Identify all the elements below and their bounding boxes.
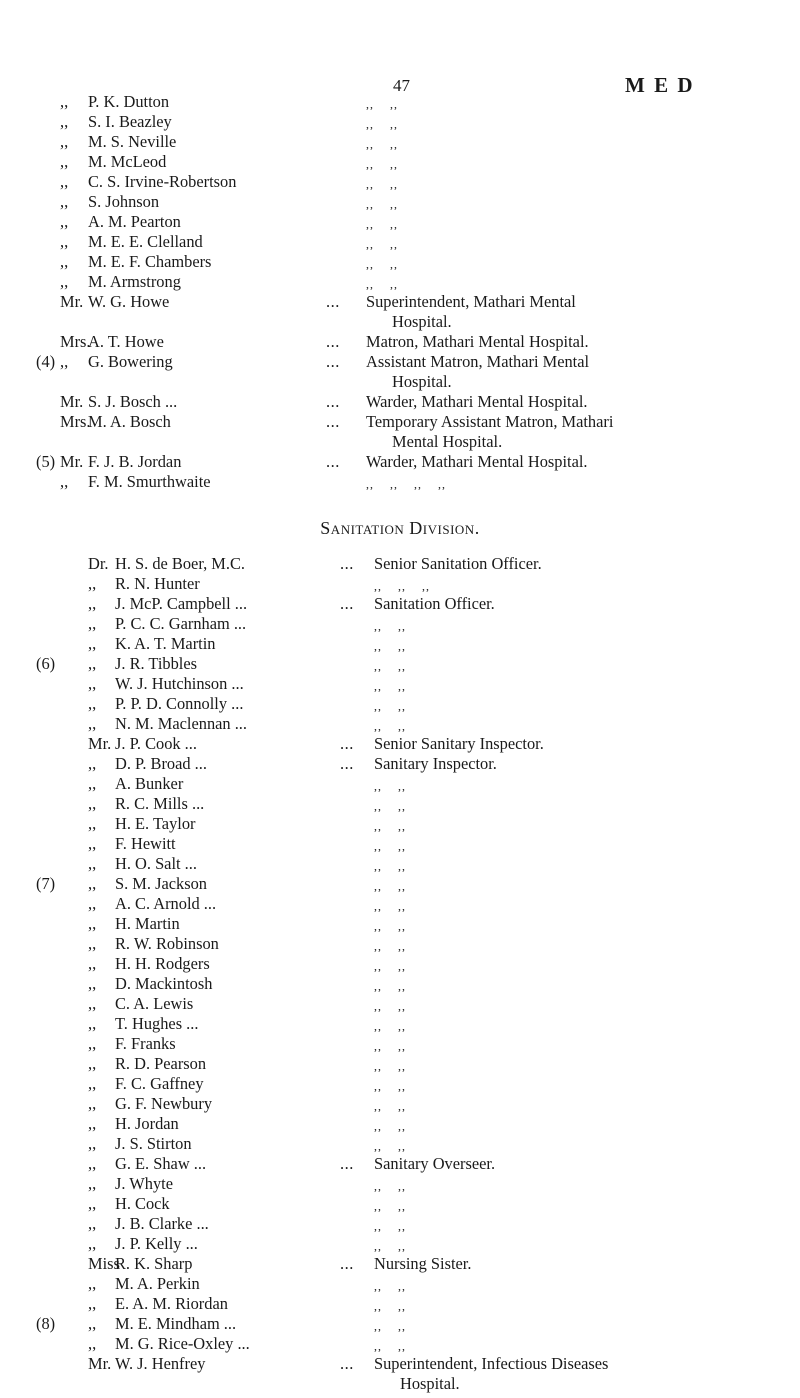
staff-row [0,894,800,914]
staff-name: C. S. Irvine-Robertson [88,172,237,191]
staff-name: R. W. Robinson [115,934,219,953]
row-number: (6) [36,654,56,673]
honorific: ,, [88,814,97,833]
staff-row [0,212,800,232]
staff-name: J. P. Cook ... [115,734,197,753]
staff-name: M. E. F. Chambers [88,252,212,271]
leader-dots: ... [326,332,340,351]
staff-row [0,1354,800,1374]
honorific: ,, [88,694,97,713]
position-continuation: Mental Hospital. [392,432,503,451]
staff-row [0,352,800,372]
honorific: ,, [88,574,97,593]
staff-row [0,232,800,252]
position-title: ,, ,, [366,117,398,131]
honorific: ,, [88,914,97,933]
honorific: ,, [88,994,97,1013]
honorific: ,, [88,1114,97,1133]
position-title: ,, ,, [374,1299,406,1313]
row-number: (8) [36,1314,56,1333]
leader-dots: ... [340,734,354,753]
position-title: ,, ,, [374,619,406,633]
honorific: ,, [88,1174,97,1193]
staff-row [0,92,800,112]
staff-name: J. Whyte [115,1174,173,1193]
staff-row [0,332,800,352]
staff-row [0,1094,800,1114]
staff-row [0,132,800,152]
page-number: 47 [393,76,410,95]
honorific: ,, [60,172,69,191]
staff-row [0,152,800,172]
staff-name: A. Bunker [115,774,184,793]
staff-name: P. K. Dutton [88,92,170,111]
staff-name: R. K. Sharp [115,1254,193,1273]
staff-name: M. S. Neville [88,132,177,151]
honorific: ,, [88,1074,97,1093]
staff-name: M. Armstrong [88,272,181,291]
staff-name: N. M. Maclennan ... [115,714,248,733]
staff-row [0,694,800,714]
honorific: ,, [88,1334,97,1353]
staff-row [0,1234,800,1254]
staff-row [0,1054,800,1074]
staff-name: M. E. E. Clelland [88,232,203,251]
staff-row-continuation [0,372,800,392]
row-number: (4) [36,352,56,371]
position-title: ,, ,, [366,157,398,171]
staff-name: H. Cock [115,1194,170,1213]
staff-row [0,412,800,432]
section-tag: M E D [625,73,695,97]
staff-name: A. C. Arnold ... [115,894,217,913]
honorific: ,, [88,1134,97,1153]
position-title: ,, ,, [374,979,406,993]
staff-name: F. Hewitt [115,834,176,853]
staff-row [0,954,800,974]
staff-name: S. Johnson [88,192,160,211]
position-title: ,, ,, [374,1139,406,1153]
staff-name: H. S. de Boer, M.C. [115,554,246,573]
section-heading [0,518,800,539]
position-title: ,, ,, [374,699,406,713]
position-continuation: Hospital. [392,312,452,331]
staff-row [0,172,800,192]
staff-row [0,1074,800,1094]
staff-name: T. Hughes ... [115,1014,199,1033]
staff-name: P. P. D. Connolly ... [115,694,244,713]
position-title: ,, ,, [374,1219,406,1233]
honorific: ,, [60,112,69,131]
leader-dots: ... [326,352,340,371]
staff-name: F. Franks [115,1034,176,1053]
staff-row [0,1294,800,1314]
staff-row [0,574,800,594]
honorific: ,, [60,252,69,271]
staff-row [0,1034,800,1054]
staff-name: K. A. T. Martin [115,634,216,653]
staff-name: H. Jordan [115,1114,179,1133]
position-title: ,, ,, [374,1039,406,1053]
position-title: ,, ,, [374,939,406,953]
honorific: Dr. [88,554,109,573]
position-title: ,, ,, [366,277,398,291]
staff-name: G. E. Shaw ... [115,1154,207,1173]
position-title: ,, ,, [374,839,406,853]
staff-row [0,614,800,634]
staff-name: J. S. Stirton [115,1134,192,1153]
row-number: (5) [36,452,56,471]
position-title: Sanitation Officer. [374,594,495,613]
staff-row [0,774,800,794]
position-title: Nursing Sister. [374,1254,472,1273]
staff-name: S. M. Jackson [115,874,207,893]
honorific: ,, [88,754,97,773]
staff-row [0,874,800,894]
honorific: ,, [88,874,97,893]
leader-dots: ... [340,554,354,573]
staff-row [0,554,800,574]
staff-row [0,1114,800,1134]
honorific: ,, [88,1294,97,1313]
position-title: ,, ,, [374,1059,406,1073]
position-title: ,, ,, [374,1239,406,1253]
position-title: ,, ,, [374,1119,406,1133]
staff-row [0,472,800,492]
leader-dots: ... [340,754,354,773]
position-title: ,, ,, [374,1079,406,1093]
staff-name: R. D. Pearson [115,1054,207,1073]
staff-row [0,1254,800,1274]
position-title: ,, ,, [374,899,406,913]
honorific: ,, [88,654,97,673]
honorific: ,, [60,272,69,291]
honorific: ,, [88,954,97,973]
staff-name: J. McP. Campbell ... [115,594,248,613]
honorific: ,, [88,1014,97,1033]
staff-name: S. I. Beazley [88,112,172,131]
staff-row [0,834,800,854]
position-title: ,, ,, [374,1179,406,1193]
staff-row [0,1154,800,1174]
position-title: Warder, Mathari Mental Hospital. [366,392,588,411]
staff-row [0,754,800,774]
staff-name: C. A. Lewis [115,994,194,1013]
honorific: ,, [60,192,69,211]
honorific: ,, [60,152,69,171]
honorific: ,, [88,774,97,793]
staff-name: H. O. Salt ... [115,854,197,873]
position-title: ,, ,, [374,659,406,673]
position-title: ,, ,, [366,97,398,111]
staff-name: H. Martin [115,914,180,933]
honorific: ,, [60,472,69,491]
staff-row [0,1274,800,1294]
honorific: ,, [88,594,97,613]
staff-row-continuation [0,432,800,452]
staff-name: G. F. Newbury [115,1094,213,1113]
staff-row [0,292,800,312]
position-title: ,, ,, [374,719,406,733]
position-title: ,, ,, [366,177,398,191]
position-title: Senior Sanitation Officer. [374,554,542,573]
position-title: Senior Sanitary Inspector. [374,734,544,753]
staff-name: E. A. M. Riordan [115,1294,228,1313]
leader-dots: ... [340,594,354,613]
position-title: ,, ,, [366,257,398,271]
staff-row [0,674,800,694]
position-title: ,, ,, [374,1199,406,1213]
staff-name: R. N. Hunter [115,574,200,593]
staff-row [0,1194,800,1214]
honorific: ,, [88,1314,97,1333]
honorific: Mr. [60,292,84,311]
position-title: Sanitary Overseer. [374,1154,496,1173]
staff-row [0,452,800,472]
staff-name: M. G. Rice-Oxley ... [115,1334,250,1353]
position-title: ,, ,, [374,879,406,893]
position-title: Sanitary Inspector. [374,754,497,773]
honorific: ,, [88,834,97,853]
staff-row [0,634,800,654]
position-title: ,, ,, [374,919,406,933]
position-title: ,, ,, [374,999,406,1013]
staff-row [0,272,800,292]
staff-name: W. G. Howe [88,292,170,311]
position-continuation: Hospital. [392,372,452,391]
staff-row [0,1334,800,1354]
staff-row [0,1314,800,1334]
honorific: ,, [88,674,97,693]
leader-dots: ... [326,392,340,411]
position-title: ,, ,, [366,197,398,211]
honorific: ,, [88,854,97,873]
honorific: ,, [88,634,97,653]
position-title: ,, ,, ,, [374,579,430,593]
honorific: ,, [60,232,69,251]
honorific: ,, [60,132,69,151]
row-number: (7) [36,874,56,893]
honorific: ,, [88,1234,97,1253]
staff-row [0,252,800,272]
honorific: Mrs. [60,412,91,431]
staff-row [0,1014,800,1034]
position-title: Temporary Assistant Matron, Mathari [366,412,614,431]
staff-row [0,734,800,754]
leader-dots: ... [340,1354,354,1373]
honorific: Mr. [60,392,84,411]
honorific: ,, [88,1154,97,1173]
staff-row [0,1214,800,1234]
honorific: Miss [88,1254,120,1273]
staff-name: H. E. Taylor [115,814,196,833]
staff-row-continuation [0,1374,800,1394]
leader-dots: ... [326,452,340,471]
staff-name: F. C. Gaffney [115,1074,204,1093]
position-title: ,, ,, [374,959,406,973]
honorific: ,, [60,212,69,231]
staff-name: A. T. Howe [88,332,164,351]
staff-name: M. A. Bosch [88,412,171,431]
position-title: ,, ,, [374,639,406,653]
staff-row [0,794,800,814]
position-title: ,, ,, [374,1019,406,1033]
honorific: Mr. [88,734,112,753]
staff-row-continuation [0,312,800,332]
staff-row [0,934,800,954]
leader-dots: ... [340,1254,354,1273]
staff-name: M. A. Perkin [115,1274,200,1293]
staff-name: F. J. B. Jordan [88,452,182,471]
honorific: ,, [88,974,97,993]
staff-row [0,854,800,874]
honorific: ,, [88,1034,97,1053]
leader-dots: ... [326,292,340,311]
honorific: Mr. [60,452,84,471]
position-title: ,, ,, [374,859,406,873]
staff-name: R. C. Mills ... [115,794,205,813]
honorific: Mrs. [60,332,91,351]
honorific: Mr. [88,1354,112,1373]
leader-dots: ... [340,1154,354,1173]
staff-name: S. J. Bosch ... [88,392,178,411]
staff-name: P. C. C. Garnham ... [115,614,247,633]
position-title: ,, ,, [374,779,406,793]
staff-name: F. M. Smurthwaite [88,472,211,491]
staff-name: W. J. Hutchinson ... [115,674,244,693]
staff-row [0,654,800,674]
staff-row [0,192,800,212]
honorific: ,, [60,92,69,111]
staff-name: J. B. Clarke ... [115,1214,209,1233]
position-title: ,, ,, [374,1279,406,1293]
staff-row [0,112,800,132]
staff-name: D. P. Broad ... [115,754,207,773]
position-title: ,, ,, [366,217,398,231]
staff-name: H. H. Rodgers [115,954,210,973]
position-title: ,, ,, [374,1339,406,1353]
position-title: Matron, Mathari Mental Hospital. [366,332,589,351]
staff-name: W. J. Henfrey [115,1354,206,1373]
honorific: ,, [88,1054,97,1073]
staff-row [0,814,800,834]
position-title: ,, ,, [374,1099,406,1113]
position-title: Warder, Mathari Mental Hospital. [366,452,588,471]
staff-name: D. Mackintosh [115,974,213,993]
honorific: ,, [60,352,69,371]
position-title: ,, ,, [374,799,406,813]
position-title: ,, ,, [366,237,398,251]
honorific: ,, [88,1274,97,1293]
staff-row [0,392,800,412]
staff-row [0,914,800,934]
position-title: ,, ,, ,, ,, [366,477,446,491]
position-title: Assistant Matron, Mathari Mental [366,352,590,371]
honorific: ,, [88,934,97,953]
staff-name: J. R. Tibbles [115,654,197,673]
honorific: ,, [88,794,97,813]
staff-row [0,714,800,734]
staff-name: G. Bowering [88,352,173,371]
staff-name: M. E. Mindham ... [115,1314,237,1333]
position-title: ,, ,, [374,819,406,833]
staff-name: A. M. Pearton [88,212,181,231]
position-title: ,, ,, [366,137,398,151]
staff-name: J. P. Kelly ... [115,1234,198,1253]
honorific: ,, [88,1094,97,1113]
staff-row [0,974,800,994]
position-title: Superintendent, Mathari Mental [366,292,576,311]
honorific: ,, [88,1214,97,1233]
staff-row [0,994,800,1014]
position-title: ,, ,, [374,679,406,693]
staff-row [0,1174,800,1194]
section-heading-text: Sanitation Division. [320,518,480,538]
honorific: ,, [88,614,97,633]
staff-name: M. McLeod [88,152,167,171]
honorific: ,, [88,714,97,733]
honorific: ,, [88,894,97,913]
staff-row [0,594,800,614]
honorific: ,, [88,1194,97,1213]
position-continuation: Hospital. [400,1374,460,1393]
leader-dots: ... [326,412,340,431]
position-title: Superintendent, Infectious Diseases [374,1354,609,1373]
staff-row [0,1134,800,1154]
position-title: ,, ,, [374,1319,406,1333]
